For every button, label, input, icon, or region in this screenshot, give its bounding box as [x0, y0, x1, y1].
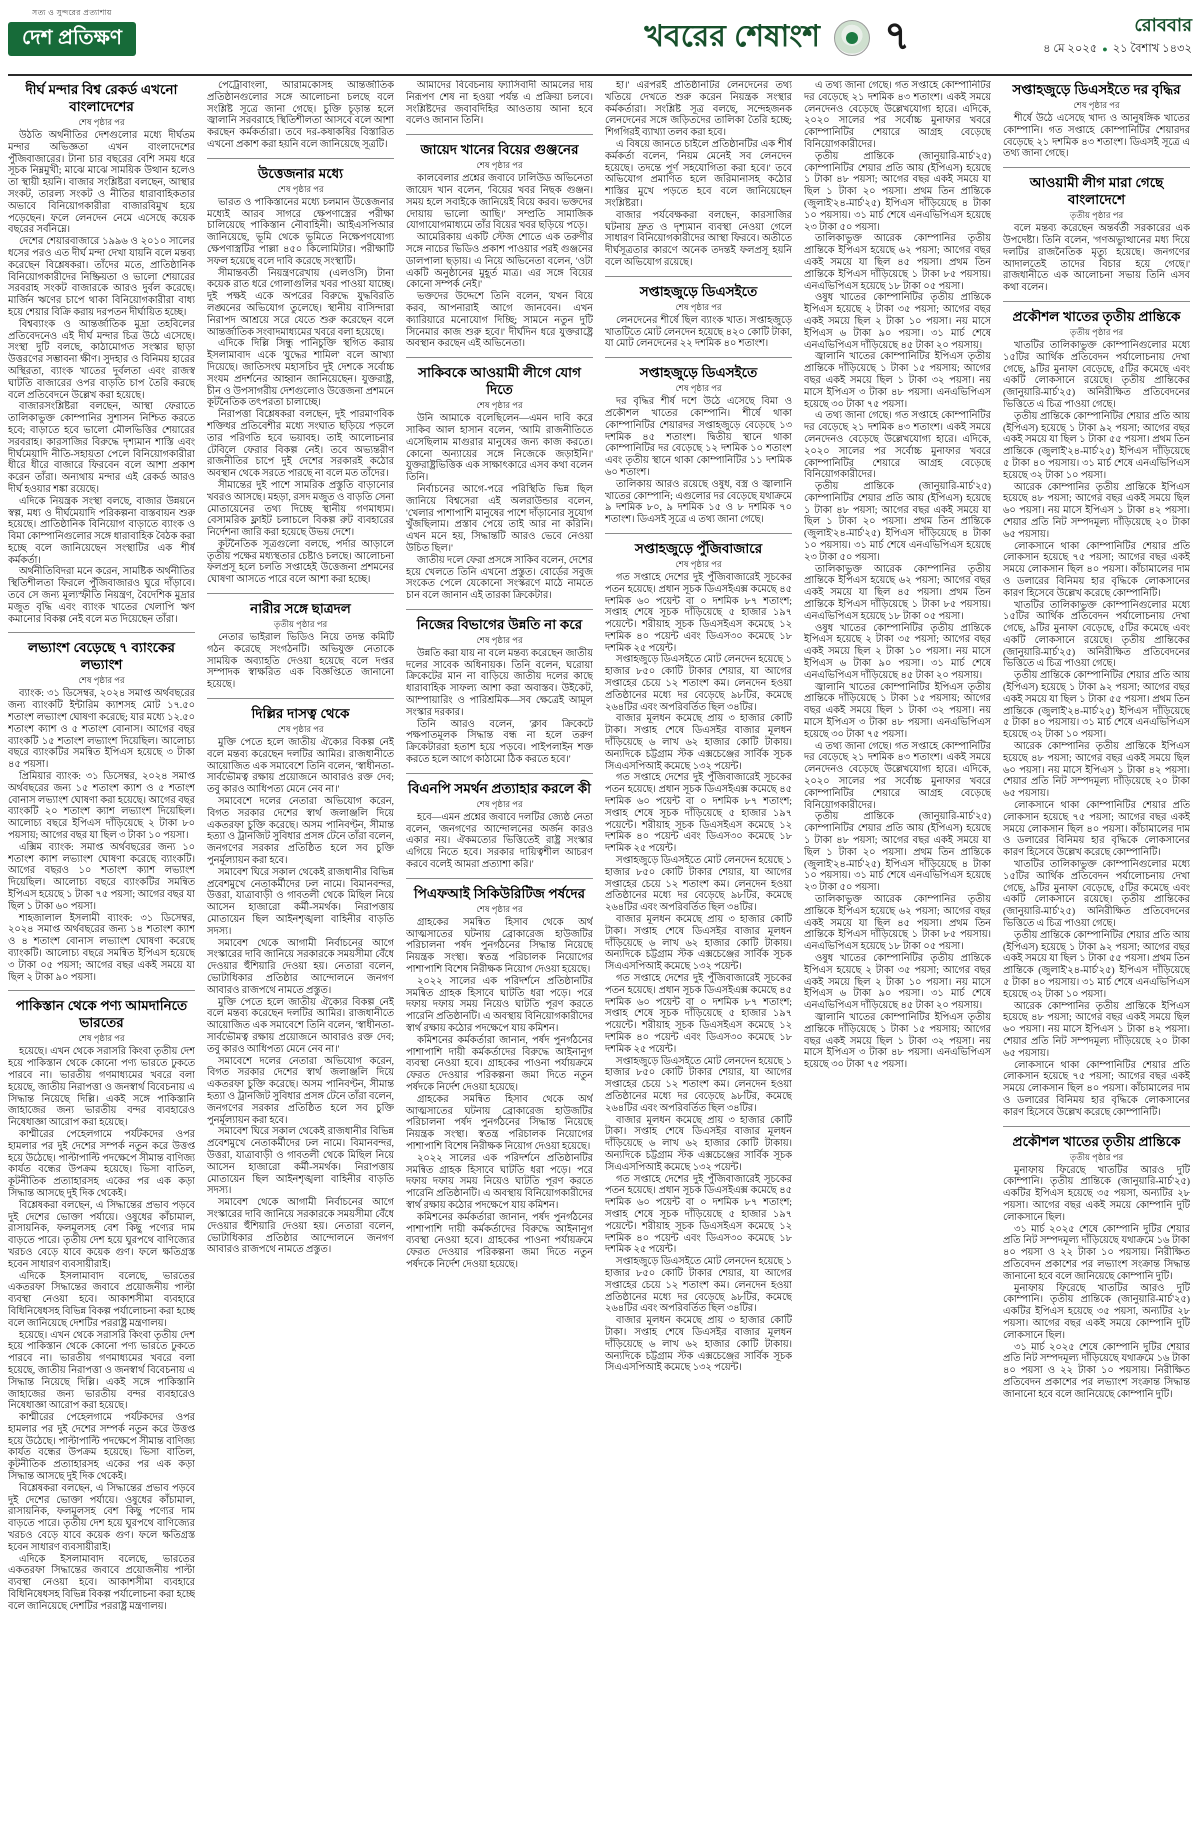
article-headline: সপ্তাহজুড়ে ডিএসইতে দর বৃদ্ধির: [1012, 82, 1181, 97]
article: [1003, 81, 1190, 160]
body-paragraph: আরেক কোম্পানির তৃতীয় প্রান্তিকে ইপিএস হয়েছে ৪৮ পয়সা; আগের বছর একই সময়ে ছিল ৬০ পয়সা। নয় মাসে ইপিএস ১ টাকা ৪২ পয়সা। শেয়ার প্রতি নিট সম্পদমূল্য দাঁড়িয়েছে ২০ টাকা ৬৫ পয়সায়।: [1003, 1000, 1190, 1059]
body-paragraph: হা।' এরপরই প্রতিষ্ঠানটির লেনদেনের তথ্য খতিয়ে দেখতে শুরু করেন নিয়ন্ত্রক সংস্থার কর্মকর্তারা। সংশ্লিষ্ট সূত্র বলছে, সন্দেহজনক লেনদেনের সঙ্গে জড়িতদের তালিকা তৈরি হচ্ছে; শিগগিরই ব্যাখ্যা তলব করা হবে।: [605, 80, 792, 139]
article-body: [406, 812, 593, 871]
body-paragraph: আমেরিকায় একটি স্টেজ শোতে এক তরুণীর সঙ্গে নাচের ভিডিও প্রকাশ পাওয়ার পরই গুঞ্জনের ডালপালা ছড়ায়। এ নিয়ে অভিনেতা বলেন, 'ওটা একটি অনুষ্ঠানের মুহূর্ত মাত্র। এর সঙ্গে বিয়ের কোনো সম্পর্ক নেই।': [406, 232, 593, 291]
body-paragraph: কমিশনের কর্মকর্তারা জানান, পর্ষদ পুনর্গঠনের পাশাপাশি দায়ী কর্মকর্তাদের বিরুদ্ধে আইনানুগ ব্যবস্থা নেওয়া হবে। গ্রাহকের পাওনা পর্যায়ক্রমে ফেরত দেওয়ার পরিকল্পনা জমা দিতে নতুন পর্ষদকে নির্দেশ দেওয়া হয়েছে।: [406, 1211, 593, 1270]
body-paragraph: নেতার ভাইরাল ভিডিও নিয়ে তদন্ত কমিটি গঠন করেছে সংগঠনটি। অভিযুক্ত নেতাকে সাময়িক অব্যাহতি দেওয়া হয়েছে বলে দপ্তর সম্পাদক স্বাক্ষরিত এক বিজ্ঞপ্তিতে জানানো হয়েছে।: [207, 632, 394, 691]
body-paragraph: বাজার মূলধন কমেছে প্রায় ৩ হাজার কোটি টাকা। সপ্তাহ শেষে ডিএসইর বাজার মূলধন দাঁড়িয়েছে ৬ লাখ ৬২ হাজার কোটি টাকায়। অন্যদিকে চট্টগ্রাম স্টক এক্সচেঞ্জের সার্বিক সূচক সিএএসপিআই কমেছে ১৩২ পয়েন্ট।: [605, 713, 792, 772]
body-paragraph: ওষুধ খাতের কোম্পানিটির তৃতীয় প্রান্তিকে ইপিএস হয়েছে ২ টাকা ৩৫ পয়সা; আগের বছর একই সময়ে ছিল ২ টাকা ১০ পয়সা। নয় মাসে ইপিএস ৬ টাকা ৯০ পয়সা। ৩১ মার্চ শেষে এনএভিপিএস দাঁড়িয়েছে ৪৫ টাকা ২০ পয়সায়।: [804, 622, 991, 681]
body-paragraph: দর বৃদ্ধির শীর্ষ দশে উঠে এসেছে বিমা ও প্রকৌশল খাতের কোম্পানি। শীর্ষে থাকা কোম্পানিটির শেয়ারদর সপ্তাহজুড়ে বেড়েছে ১৩ দশমিক ৪৫ শতাংশ। দ্বিতীয় স্থানে থাকা কোম্পানিটির দর বেড়েছে ১২ দশমিক ১০ শতাংশ এবং তৃতীয় স্থানে থাকা কোম্পানিটির ১১ দশমিক ৬০ শতাংশ।: [605, 396, 792, 478]
article-body: [406, 917, 593, 1271]
article-body: [804, 80, 991, 1071]
article: [1003, 167, 1190, 294]
article: [605, 533, 792, 1374]
article-headline: পিএফআই সিকিউরিটিজ পর্ষদের: [413, 885, 586, 901]
body-paragraph: এক্সিম ব্যাংক: সমাপ্ত অর্থবছরের জন্য ১০ শতাংশ ক্যাশ লভ্যাংশ ঘোষণা করেছে ব্যাংকটি। আগের বছরও ১০ শতাংশ ক্যাশ লভ্যাংশ দিয়েছিল। আলোচ্য বছরে ব্যাংকটির সমন্বিত ইপিএস হয়েছে ১ টাকা ৭৫ পয়সা; আগের বছর যা ছিল ১ টাকা ৬০ পয়সা।: [8, 841, 195, 912]
article: [207, 698, 394, 1256]
body-paragraph: কালবেলার প্রশ্নের জবাবে ঢালিউড অভিনেতা জায়েদ খান বলেন, 'বিয়ের খবর নিছক গুঞ্জন। সময় হলে সবাইকে জানিয়েই বিয়ে করব। ভক্তদের দোয়ায় ভালো আছি।' সম্প্রতি সামাজিক যোগাযোগমাধ্যমে তাঁর বিয়ের খবর ছড়িয়ে পড়ে।: [406, 173, 593, 232]
article-headline: দীর্ঘ মন্দার বিশ্ব রেকর্ড এখনো বাংলাদেশের: [25, 82, 178, 114]
article-headline: সপ্তাহজুড়ে ডিএসইতে: [639, 365, 758, 381]
article-body: [1003, 223, 1190, 294]
body-paragraph: ভক্তদের উদ্দেশে তিনি বলেন, 'যখন বিয়ে করব, আপনারাই আগে জানবেন। এখন ক্যারিয়ারে মনোযোগ দিচ্ছি; সামনে নতুন দুটি সিনেমার কাজ শুরু হবে।' দীর্ঘদিন ধরে যুক্তরাষ্ট্রে অবস্থান করছেন এই অভিনেতা।: [406, 291, 593, 350]
continued-from-label: তৃতীয় পৃষ্ঠার পর: [1069, 1151, 1124, 1162]
body-paragraph: সপ্তাহজুড়ে ডিএসইতে মোট লেনদেন হয়েছে ১ হাজার ৮৫০ কোটি টাকার শেয়ার, যা আগের সপ্তাহের চেয়ে ১২ শতাংশ কম। লেনদেন হওয়া প্রতিষ্ঠানের মধ্যে দর বেড়েছে ৯৮টির, কমেছে ২৬৪টির এবং অপরিবর্তিত ছিল ৩৪টির।: [605, 1256, 792, 1315]
body-paragraph: তৃতীয় প্রান্তিকে (জানুয়ারি-মার্চ'২৫) কোম্পানিটির শেয়ার প্রতি আয় (ইপিএস) হয়েছে ১ টাকা ৪৮ পয়সা; আগের বছর একই সময়ে যা ছিল ১ টাকা ২০ পয়সা। প্রথম তিন প্রান্তিকে (জুলাই'২৪-মার্চ'২৫) ইপিএস দাঁড়িয়েছে ৪ টাকা ১০ পয়সায়। ৩১ মার্চ শেষে এনএভিপিএস হয়েছে ২৩ টাকা ৫০ পয়সা।: [804, 150, 991, 233]
article: [8, 990, 195, 1612]
article-headline: সপ্তাহজুড়ে ডিএসইতে: [639, 283, 758, 299]
page-number: ৭: [883, 14, 910, 58]
article: [605, 276, 792, 350]
continued-from-label: শেষ পৃষ্ঠার পর: [675, 383, 722, 394]
body-paragraph: এ তথ্য জানা গেছে। গত সপ্তাহে কোম্পানিটির দর বেড়েছে ২১ দশমিক ৪৩ শতাংশ। একই সময়ে লেনদেনও বেড়েছে উল্লেখযোগ্য হারে। এদিকে, ২০২০ সালের পর সর্বোচ্চ মুনাফার খবরে কোম্পানিটির শেয়ারে আগ্রহ বেড়েছে বিনিয়োগকারীদের।: [804, 740, 991, 811]
article-body: [605, 572, 792, 1374]
article-body: [406, 80, 593, 127]
date-gregorian: ৪ মে ২০২৫: [1043, 43, 1098, 55]
body-paragraph: দেশের শেয়ারবাজারে ১৯৯৬ ও ২০১০ সালের ধসের পরও এত দীর্ঘ মন্দা দেখা যায়নি বলে মন্তব্য করেছেন বিশ্লেষকরা। তাঁদের মতে, প্রাতিষ্ঠানিক বিনিয়োগকারীদের নিষ্ক্রিয়তা ও ভালো শেয়ারের সরবরাহ সংকট বাজারকে আরও দুর্বল করেছে। মার্জিন ঋণের চাপে থাকা বিনিয়োগকারীরা বাধ্য হয়ে শেয়ার বিক্রি করায় দরপতন দীর্ঘায়িত হচ্ছে।: [8, 236, 195, 318]
article-continuation: [804, 80, 991, 1071]
article-body: [605, 315, 792, 350]
page-header: [8, 6, 1192, 76]
continued-from-label: শেষ পৃষ্ঠার পর: [675, 558, 722, 569]
body-paragraph: লোকসানে থাকা কোম্পানিটির শেয়ার প্রতি লোকসান হয়েছে ৭৫ পয়সা; আগের বছর একই সময়ে লোকসান ছিল ৪০ পয়সা। কাঁচামালের দাম ও ডলারের বিনিময় হার বৃদ্ধিকে লোকসানের কারণ হিসেবে উল্লেখ করেছে কোম্পানিটি।: [1003, 1059, 1190, 1118]
body-paragraph: নিরাপত্তা বিশ্লেষকরা বলছেন, দুই পারমাণবিক শক্তিধর প্রতিবেশীর মধ্যে সংঘাত ছড়িয়ে পড়লে তার পরিণতি হবে ভয়াবহ। তাই আলোচনার টেবিলে ফেরার বিকল্প নেই। তবে অভ্যন্তরীণ রাজনীতির চাপে দুই দেশের সরকারই কঠোর অবস্থান থেকে সরতে পারছে না বলে মত তাঁদের।: [207, 409, 394, 480]
body-paragraph: বিশ্লেষকরা বলছেন, এ সিদ্ধান্তের প্রভাব পড়বে দুই দেশের ভোক্তা পর্যায়ে। ওষুধের কাঁচামাল, রাসায়নিক, ফলমূলসহ বেশ কিছু পণ্যের দাম বাড়তে পারে। তৃতীয় দেশ হয়ে ঘুরপথে বাণিজ্যের খরচও বেড়ে যাবে কয়েক গুণ। ফলে ক্ষতিগ্রস্ত হবেন সাধারণ ব্যবসায়ীরাই।: [8, 1482, 195, 1553]
article-continuation: [207, 80, 394, 151]
body-paragraph: ওষুধ খাতের কোম্পানিটির তৃতীয় প্রান্তিকে ইপিএস হয়েছে ২ টাকা ৩৫ পয়সা; আগের বছর একই সময়ে ছিল ২ টাকা ১০ পয়সা। নয় মাসে ইপিএস ৬ টাকা ৯০ পয়সা। ৩১ মার্চ শেষে এনএভিপিএস দাঁড়িয়েছে ৪৫ টাকা ২০ পয়সায়।: [804, 292, 991, 351]
article: [1003, 1126, 1190, 1401]
body-paragraph: তিনি আরও বলেন, 'ক্লাব ক্রিকেটে পক্ষপাতমূলক সিদ্ধান্ত বন্ধ না হলে তরুণ ক্রিকেটাররা হতাশ হয়ে পড়বে। পাইপলাইন শক্ত করতে হলে আগে কাঠামো ঠিক করতে হবে।': [406, 718, 593, 766]
body-paragraph: প্রিমিয়ার ব্যাংক: ৩১ ডিসেম্বর, ২০২৪ সমাপ্ত অর্থবছরের জন্য ১৫ শতাংশ ক্যাশ ও ৫ শতাংশ বোনাস লভ্যাংশ ঘোষণা করা হয়েছে। আগের বছর ব্যাংকটি ২০ শতাংশ ক্যাশ লভ্যাংশ দিয়েছিল। আলোচ্য বছরে ইপিএস দাঁড়িয়েছে ২ টাকা ৮০ পয়সায়; আগের বছর যা ছিল ৩ টাকা ১০ পয়সা।: [8, 771, 195, 842]
body-paragraph: শীর্ষে উঠে এসেছে খাদ্য ও আনুষঙ্গিক খাতের কোম্পানি। গত সপ্তাহে কোম্পানিটির শেয়ারদর বেড়েছে ২১ দশমিক ৪৩ শতাংশ। ডিএসই সূত্রে এ তথ্য জানা গেছে।: [1003, 113, 1190, 160]
body-paragraph: বাজার পর্যবেক্ষকরা বলছেন, কারসাজির ঘটনায় দ্রুত ও দৃশ্যমান ব্যবস্থা নেওয়া গেলে সাধারণ বিনিয়োগকারীদের আস্থা ফিরবে। অতীতে দীর্ঘসূত্রতার কারণে অনেক তদন্তই ফলপ্রসূ হয়নি বলে অভিযোগ রয়েছে।: [605, 209, 792, 268]
column-3: [406, 80, 593, 1833]
body-paragraph: সমাবেশ থেকে আগামী নির্বাচনের আগে সংস্কারের দাবি জানিয়ে সরকারকে সময়সীমা বেঁধে দেওয়ার হুঁশিয়ারি দেওয়া হয়। নেতারা বলেন, ভোটাধিকার প্রতিষ্ঠার আন্দোলনে জনগণ আবারও রাজপথে নামতে প্রস্তুত।: [207, 1197, 394, 1256]
body-paragraph: শাহজালাল ইসলামী ব্যাংক: ৩১ ডিসেম্বর, ২০২৪ সমাপ্ত অর্থবছরের জন্য ১৪ শতাংশ ক্যাশ ও ৪ শতাংশ বোনাস লভ্যাংশ ঘোষণা করেছে ব্যাংকটি। আলোচ্য বছরে সমন্বিত ইপিএস হয়েছে ৩ টাকা ০৫ পয়সা; আগের বছর একই সময়ে যা ছিল ২ টাকা ৯০ পয়সা।: [8, 912, 195, 983]
body-paragraph: বিশ্বব্যাংক ও আন্তর্জাতিক মুদ্রা তহবিলের প্রতিবেদনেও এই দীর্ঘ মন্দার চিত্র উঠে এসেছে। সংস্থা দুটি বলছে, কাঠামোগত সংস্কার ছাড়া উত্তরণের সম্ভাবনা ক্ষীণ। সুদহার ও বিনিময় হারের অস্থিরতা, ব্যাংক খাতের দুর্বলতা এবং রাজস্ব ঘাটতি বাজারের ওপর বাড়তি চাপ তৈরি করছে বলে প্রতিবেদনে উল্লেখ করা হয়েছে।: [8, 318, 195, 401]
body-paragraph: হবে—এমন প্রশ্নের জবাবে দলটির জ্যেষ্ঠ নেতা বলেন, 'জনগণের আন্দোলনের অর্জন কারও একার নয়। ঐকমত্যের ভিত্তিতেই রাষ্ট্র সংস্কার এগিয়ে নিতে হবে। সরকার দায়িত্বশীল আচরণ করবে বলেই আমরা প্রত্যাশা করি।': [406, 811, 593, 871]
body-paragraph: সমাবেশ ঘিরে সকাল থেকেই রাজধানীর বিভিন্ন প্রবেশমুখে নেতাকর্মীদের ঢল নামে। বিমানবন্দর, উত্তরা, যাত্রাবাড়ী ও গাবতলী থেকে মিছিল নিয়ে আসেন হাজারো কর্মী-সমর্থক। নিরাপত্তায় মোতায়েন ছিল আইনশৃঙ্খলা বাহিনীর বাড়তি সদস্য।: [207, 1126, 394, 1197]
body-paragraph: হয়েছে। এখন থেকে সরাসরি কিংবা তৃতীয় দেশ হয়ে পাকিস্তান থেকে কোনো পণ্য ভারতে ঢুকতে পারবে না। ভারতীয় গণমাধ্যমের খবরে বলা হয়েছে, জাতীয় নিরাপত্তা ও জনস্বার্থ বিবেচনায় এ সিদ্ধান্ত নিয়েছে দিল্লি। একই সঙ্গে পাকিস্তানি জাহাজের জন্য ভারতীয় বন্দর ব্যবহারেও নিষেধাজ্ঞা আরোপ করা হয়েছে।: [8, 1046, 195, 1129]
article: [8, 632, 195, 983]
article-body: [1003, 1165, 1190, 1401]
body-paragraph: কমিশনের কর্মকর্তারা জানান, পর্ষদ পুনর্গঠনের পাশাপাশি দায়ী কর্মকর্তাদের বিরুদ্ধে আইনানুগ ব্যবস্থা নেওয়া হবে। গ্রাহকের পাওনা পর্যায়ক্রমে ফেরত দেওয়ার পরিকল্পনা জমা দিতে নতুন পর্ষদকে নির্দেশ দেওয়া হয়েছে।: [406, 1034, 593, 1093]
article-body: [605, 396, 792, 526]
column-6: [1003, 80, 1190, 1833]
continued-from-label: শেষ পৃষ্ঠার পর: [476, 160, 523, 171]
body-paragraph: তৃতীয় প্রান্তিকে (জানুয়ারি-মার্চ'২৫) কোম্পানিটির শেয়ার প্রতি আয় (ইপিএস) হয়েছে ১ টাকা ৪৮ পয়সা; আগের বছর একই সময়ে যা ছিল ১ টাকা ২০ পয়সা। প্রথম তিন প্রান্তিকে (জুলাই'২৪-মার্চ'২৫) ইপিএস দাঁড়িয়েছে ৪ টাকা ১০ পয়সায়। ৩১ মার্চ শেষে এনএভিপিএস হয়েছে ২৩ টাকা ৫০ পয়সা।: [804, 811, 991, 894]
columns: [8, 80, 1192, 1833]
continued-from-label: শেষ পৃষ্ঠার পর: [476, 634, 523, 645]
body-paragraph: খাতটির তালিকাভুক্ত কোম্পানিগুলোর মধ্যে ১৫টির আর্থিক প্রতিবেদন পর্যালোচনায় দেখা গেছে, ৯টির মুনাফা বেড়েছে, ৫টির কমেছে এবং একটি লোকসানে রয়েছে। তৃতীয় প্রান্তিকের (জানুয়ারি-মার্চ'২৫) অনিরীক্ষিত প্রতিবেদনের ভিত্তিতে এ চিত্র পাওয়া গেছে।: [1003, 339, 1190, 410]
body-paragraph: সমাবেশে দলের নেতারা অভিযোগ করেন, বিগত সরকার দেশের স্বার্থ জলাঞ্জলি দিয়ে একতরফা চুক্তি করেছে। অসম পানিবণ্টন, সীমান্ত হত্যা ও ট্রানজিট সুবিধার প্রসঙ্গ টেনে তাঁরা বলেন, জনগণের সরকার প্রতিষ্ঠিত হলে সব চুক্তি পুনর্মূল্যায়ন করা হবে।: [207, 1055, 394, 1126]
body-paragraph: সমাবেশ থেকে আগামী নির্বাচনের আগে সংস্কারের দাবি জানিয়ে সরকারকে সময়সীমা বেঁধে দেওয়ার হুঁশিয়ারি দেওয়া হয়। নেতারা বলেন, ভোটাধিকার প্রতিষ্ঠার আন্দোলনে জনগণ আবারও রাজপথে নামতে প্রস্তুত।: [207, 937, 394, 996]
article: [406, 357, 593, 602]
body-paragraph: পেট্রোবাংলা, আরামকোসহ আন্তর্জাতিক প্রতিষ্ঠানগুলোর সঙ্গে আলোচনা চলছে বলে সংশ্লিষ্ট সূত্রে জানা গেছে। চুক্তি চূড়ান্ত হলে জ্বালানি সরবরাহে স্থিতিশীলতা আসবে বলে আশা করছেন কর্মকর্তারা। তবে দর-কষাকষির বিস্তারিত এখনো প্রকাশ করা হয়নি বলে জানিয়েছে সূত্রটি।: [207, 80, 394, 150]
article-headline: জায়েদ খানের বিয়ের গুঞ্জনের: [420, 142, 579, 158]
article-body: [207, 632, 394, 691]
column-4: [605, 80, 792, 1833]
body-paragraph: গত সপ্তাহে দেশের দুই পুঁজিবাজারেই সূচকের পতন হয়েছে। প্রধান সূচক ডিএসইএক্স কমেছে ৪৫ দশমিক ৬০ পয়েন্ট বা ০ দশমিক ৮৭ শতাংশ; সপ্তাহ শেষে সূচক দাঁড়িয়েছে ৫ হাজার ১৯৭ পয়েন্টে। শরীয়াহ সূচক ডিএসইএস কমেছে ১২ দশমিক ৪০ পয়েন্ট এবং ডিএস৩০ কমেছে ১৮ দশমিক ২৫ পয়েন্ট।: [605, 1173, 792, 1256]
article-continuation: [605, 80, 792, 269]
article-headline: বিএনপি সমর্থন প্রত্যাহার করলে কী: [407, 780, 592, 796]
body-paragraph: তৃতীয় প্রান্তিকে কোম্পানিটির শেয়ার প্রতি আয় (ইপিএস) হয়েছে ১ টাকা ৯২ পয়সা; আগের বছর একই সময়ে যা ছিল ১ টাকা ৫৫ পয়সা। প্রথম তিন প্রান্তিকে (জুলাই'২৪-মার্চ'২৫) ইপিএস দাঁড়িয়েছে ৫ টাকা ৪০ পয়সায়। ৩১ মার্চ শেষে এনএভিপিএস হয়েছে ৩২ টাকা ১০ পয়সা।: [1003, 410, 1190, 481]
body-paragraph: ভারত ও পাকিস্তানের মধ্যে চলমান উত্তেজনার মধ্যেই আরব সাগরে ক্ষেপণাস্ত্রের পরীক্ষা চালিয়েছে পাকিস্তান নৌবাহিনী। আইএসপিআর জানিয়েছে, ভূমি থেকে ভূমিতে নিক্ষেপণযোগ্য ক্ষেপণাস্ত্রটির পাল্লা ৪৫০ কিলোমিটার। পরীক্ষাটি সফল হয়েছে বলে দাবি করেছে সংস্থাটি।: [207, 196, 394, 267]
body-paragraph: আমাদের বিবেচনায় ফ্যাসিবাদী আমলের দায় নিরূপণ শেষ না হওয়া পর্যন্ত এ প্রক্রিয়া চলবে। সংশ্লিষ্টদের জবাবদিহির আওতায় আনা হবে বলেও জানান তিনি।: [406, 80, 593, 127]
article: [1003, 301, 1190, 1119]
body-paragraph: সপ্তাহজুড়ে ডিএসইতে মোট লেনদেন হয়েছে ১ হাজার ৮৫০ কোটি টাকার শেয়ার, যা আগের সপ্তাহের চেয়ে ১২ শতাংশ কম। লেনদেন হওয়া প্রতিষ্ঠানের মধ্যে দর বেড়েছে ৯৮টির, কমেছে ২৬৪টির এবং অপরিবর্তিত ছিল ৩৪টির।: [605, 855, 792, 914]
newspaper-emblem-icon: [834, 20, 870, 56]
body-paragraph: এদিকে ইসলামাবাদ বলেছে, ভারতের একতরফা সিদ্ধান্তের জবাবে প্রয়োজনীয় পাল্টা ব্যবস্থা নেওয়া হবে। আকাশসীমা ব্যবহারে বিধিনিষেধসহ বিভিন্ন বিকল্প পর্যালোচনা করা হচ্ছে বলে জানিয়েছে দেশটির পররাষ্ট্র মন্ত্রণালয়।: [8, 1270, 195, 1329]
body-paragraph: এ তথ্য জানা গেছে। গত সপ্তাহে কোম্পানিটির দর বেড়েছে ২১ দশমিক ৪৩ শতাংশ। একই সময়ে লেনদেনও বেড়েছে উল্লেখযোগ্য হারে। এদিকে, ২০২০ সালের পর সর্বোচ্চ মুনাফার খবরে কোম্পানিটির শেয়ারে আগ্রহ বেড়েছে বিনিয়োগকারীদের।: [804, 410, 991, 481]
article: [406, 609, 593, 766]
article-headline: আওয়ামী লীগ মারা গেছে বাংলাদেশে: [1029, 175, 1164, 208]
body-paragraph: লোকসানে থাকা কোম্পানিটির শেয়ার প্রতি লোকসান হয়েছে ৭৫ পয়সা; আগের বছর একই সময়ে লোকসান ছিল ৪০ পয়সা। কাঁচামালের দাম ও ডলারের বিনিময় হার বৃদ্ধিকে লোকসানের কারণ হিসেবে উল্লেখ করেছে কোম্পানিটি।: [1003, 540, 1190, 599]
body-paragraph: লোকসানে থাকা কোম্পানিটির শেয়ার প্রতি লোকসান হয়েছে ৭৫ পয়সা; আগের বছর একই সময়ে লোকসান ছিল ৪০ পয়সা। কাঁচামালের দাম ও ডলারের বিনিময় হার বৃদ্ধিকে লোকসানের কারণ হিসেবে উল্লেখ করেছে কোম্পানিটি।: [1003, 800, 1190, 859]
continued-from-label: শেষ পৃষ্ঠার পর: [78, 675, 125, 686]
body-paragraph: গ্রাহকের সমন্বিত হিসাব থেকে অর্থ আত্মসাতের ঘটনায় ব্রোকারেজ হাউজটির পরিচালনা পর্ষদ পুনর্গঠনের সিদ্ধান্ত নিয়েছে নিয়ন্ত্রক সংস্থা। স্বতন্ত্র পরিচালক নিয়োগের পাশাপাশি বিশেষ নিরীক্ষক নিয়োগ দেওয়া হয়েছে।: [406, 1093, 593, 1152]
section-title: খবরের শেষাংশ: [644, 20, 820, 53]
body-paragraph: ২০২২ সালের এক পরিদর্শনে প্রতিষ্ঠানটির সমন্বিত গ্রাহক হিসাবে ঘাটতি ধরা পড়ে। পরে দফায় দফায় সময় নিয়েও ঘাটতি পূরণ করতে পারেনি প্রতিষ্ঠানটি। এ অবস্থায় বিনিয়োগকারীদের স্বার্থ রক্ষায় কঠোর পদক্ষেপে যায় কমিশন।: [406, 1152, 593, 1211]
article-body: [8, 1046, 195, 1612]
body-paragraph: জাতীয় দলে ফেরা প্রসঙ্গে সাকিব বলেন, দেশের হয়ে খেলতে তিনি এখনো প্রস্তুত। বোর্ডের সবুজ সংকেত পেলে যেকোনো সংস্করণে মাঠে নামতে চান বলে জানান এই তারকা ক্রিকেটার।: [406, 554, 593, 602]
continued-from-label: তৃতীয় পৃষ্ঠার পর: [273, 619, 328, 630]
body-paragraph: কাশ্মীরের পেহেলগামে পর্যটকদের ওপর হামলার পর দুই দেশের সম্পর্ক নতুন করে উত্তপ্ত হয়ে উঠেছে। পাল্টাপাল্টি পদক্ষেপে সীমান্ত বাণিজ্য কার্যত বন্ধের উপক্রম হয়েছে। ভিসা বাতিল, কূটনীতিক প্রত্যাহারসহ একের পর এক কড়া সিদ্ধান্ত আসছে দুই দিক থেকেই।: [8, 1412, 195, 1483]
article-headline: পাকিস্তান থেকে পণ্য আমদানিতে ভারতের: [15, 998, 188, 1031]
article-headline: দিল্লির দাসত্ব থেকে: [251, 706, 350, 722]
body-paragraph: তৃতীয় প্রান্তিকে কোম্পানিটির শেয়ার প্রতি আয় (ইপিএস) হয়েছে ১ টাকা ৯২ পয়সা; আগের বছর একই সময়ে যা ছিল ১ টাকা ৫৫ পয়সা। প্রথম তিন প্রান্তিকে (জুলাই'২৪-মার্চ'২৫) ইপিএস দাঁড়িয়েছে ৫ টাকা ৪০ পয়সায়। ৩১ মার্চ শেষে এনএভিপিএস হয়েছে ৩২ টাকা ১০ পয়সা।: [1003, 670, 1190, 741]
article-body: [207, 197, 394, 586]
masthead: [8, 8, 136, 56]
body-paragraph: জ্বালানি খাতের কোম্পানিটির ইপিএস তৃতীয় প্রান্তিকে দাঁড়িয়েছে ১ টাকা ১৫ পয়সায়; আগের বছর একই সময়ে ছিল ১ টাকা ৩২ পয়সা। নয় মাসে ইপিএস ৩ টাকা ৪৮ পয়সা। এনএভিপিএস হয়েছে ৩০ টাকা ৭৫ পয়সা।: [804, 351, 991, 410]
body-paragraph: বাজারসংশ্লিষ্টরা বলছেন, আস্থা ফেরাতে তালিকাভুক্ত কোম্পানির সুশাসন নিশ্চিত করতে হবে; বাড়াতে হবে ভালো মৌলভিত্তির শেয়ারের সরবরাহ। কারসাজির বিরুদ্ধে দৃশ্যমান শাস্তি এবং দীর্ঘমেয়াদি নীতি-সহায়তা পেলে বিনিয়োগকারীরা ধীরে ধীরে বাজারে ফিরবেন বলে আশা প্রকাশ করেন তাঁরা। অন্যথায় মন্দার এই রেকর্ড আরও দীর্ঘ হওয়ার শঙ্কা রয়েছে।: [8, 401, 195, 495]
article: [207, 158, 394, 586]
body-paragraph: তালিকায় আরও রয়েছে ওষুধ, বস্ত্র ও জ্বালানি খাতের কোম্পানি; এগুলোর দর বেড়েছে যথাক্রমে ৯ দশমিক ৮০, ৯ দশমিক ১৫ ও ৮ দশমিক ৭০ শতাংশ। ডিএসই সূত্রে এ তথ্য জানা গেছে।: [605, 478, 792, 526]
continued-from-label: শেষ পৃষ্ঠার পর: [78, 1033, 125, 1044]
body-paragraph: ব্যাংক: ৩১ ডিসেম্বর, ২০২৪ সমাপ্ত অর্থবছরের জন্য ব্যাংকটি ইন্টারিম ক্যাশসহ মোট ১৭.৫০ শতাংশ লভ্যাংশ ঘোষণা করেছে; যার মধ্যে ১২.৫০ শতাংশ ক্যাশ ও ৫ শতাংশ বোনাস। আগের বছর ব্যাংকটি ১৫ শতাংশ লভ্যাংশ দিয়েছিল। আলোচ্য বছরে ব্যাংকটির সমন্বিত ইপিএস হয়েছে ৩ টাকা ৪৫ পয়সা।: [8, 688, 195, 771]
body-paragraph: এ তথ্য জানা গেছে। গত সপ্তাহে কোম্পানিটির দর বেড়েছে ২১ দশমিক ৪৩ শতাংশ। একই সময়ে লেনদেনও বেড়েছে উল্লেখযোগ্য হারে। এদিকে, ২০২০ সালের পর সর্বোচ্চ মুনাফার খবরে কোম্পানিটির শেয়ারে আগ্রহ বেড়েছে বিনিয়োগকারীদের।: [804, 80, 991, 150]
continued-from-label: শেষ পৃষ্ঠার পর: [277, 183, 324, 194]
body-paragraph: বিশ্লেষকরা বলছেন, এ সিদ্ধান্তের প্রভাব পড়বে দুই দেশের ভোক্তা পর্যায়ে। ওষুধের কাঁচামাল, রাসায়নিক, ফলমূলসহ বেশ কিছু পণ্যের দাম বাড়তে পারে। তৃতীয় দেশ হয়ে ঘুরপথে বাণিজ্যের খরচও বেড়ে যাবে কয়েক গুণ। ফলে ক্ষতিগ্রস্ত হবেন সাধারণ ব্যবসায়ীরাই।: [8, 1199, 195, 1270]
body-paragraph: গত সপ্তাহে দেশের দুই পুঁজিবাজারেই সূচকের পতন হয়েছে। প্রধান সূচক ডিএসইএক্স কমেছে ৪৫ দশমিক ৬০ পয়েন্ট বা ০ দশমিক ৮৭ শতাংশ; সপ্তাহ শেষে সূচক দাঁড়িয়েছে ৫ হাজার ১৯৭ পয়েন্টে। শরীয়াহ সূচক ডিএসইএস কমেছে ১২ দশমিক ৪০ পয়েন্ট এবং ডিএস৩০ কমেছে ১৮ দশমিক ২৫ পয়েন্ট।: [605, 571, 792, 654]
article-headline: প্রকৌশল খাতের তৃতীয় প্রান্তিকে: [1012, 308, 1181, 324]
body-paragraph: তৃতীয় প্রান্তিকে (জানুয়ারি-মার্চ'২৫) কোম্পানিটির শেয়ার প্রতি আয় (ইপিএস) হয়েছে ১ টাকা ৪৮ পয়সা; আগের বছর একই সময়ে যা ছিল ১ টাকা ২০ পয়সা। প্রথম তিন প্রান্তিকে (জুলাই'২৪-মার্চ'২৫) ইপিএস দাঁড়িয়েছে ৪ টাকা ১০ পয়সায়। ৩১ মার্চ শেষে এনএভিপিএস হয়েছে ২৩ টাকা ৫০ পয়সা।: [804, 481, 991, 563]
article-body: [207, 737, 394, 1256]
article-body: [1003, 340, 1190, 1119]
body-paragraph: বলে মন্তব্য করেছেন অন্তর্বর্তী সরকারের এক উপদেষ্টা। তিনি বলেন, 'গণঅভ্যুত্থানের মধ্য দিয়ে দলটির রাজনৈতিক মৃত্যু হয়েছে। জনগণের আদালতেই তাদের বিচার হয়ে গেছে।' রাজধানীতে এক আলোচনা সভায় তিনি এসব কথা বলেন।: [1003, 223, 1190, 294]
continued-from-label: শেষ পৃষ্ঠার পর: [1073, 100, 1120, 110]
body-paragraph: সমাবেশে দলের নেতারা অভিযোগ করেন, বিগত সরকার দেশের স্বার্থ জলাঞ্জলি দিয়ে একতরফা চুক্তি করেছে। অসম পানিবণ্টন, সীমান্ত হত্যা ও ট্রানজিট সুবিধার প্রসঙ্গ টেনে তাঁরা বলেন, জনগণের সরকার প্রতিষ্ঠিত হলে সব চুক্তি পুনর্মূল্যায়ন করা হবে।: [207, 796, 394, 867]
body-paragraph: সীমান্তবর্তী নিয়ন্ত্রণরেখায় (এলওসি) টানা কয়েক রাত ধরে গোলাগুলির খবর পাওয়া যাচ্ছে। দুই পক্ষই একে অপরের বিরুদ্ধে যুদ্ধবিরতি লঙ্ঘনের অভিযোগ তুলেছে। স্থানীয় বাসিন্দারা নিরাপদ আশ্রয়ে সরে যেতে শুরু করেছেন বলে আন্তর্জাতিক সংবাদমাধ্যমের খবরে বলা হয়েছে।: [207, 267, 394, 338]
body-paragraph: গত সপ্তাহে দেশের দুই পুঁজিবাজারেই সূচকের পতন হয়েছে। প্রধান সূচক ডিএসইএক্স কমেছে ৪৫ দশমিক ৬০ পয়েন্ট বা ০ দশমিক ৮৭ শতাংশ; সপ্তাহ শেষে সূচক দাঁড়িয়েছে ৫ হাজার ১৯৭ পয়েন্টে। শরীয়াহ সূচক ডিএসইএস কমেছে ১২ দশমিক ৪০ পয়েন্ট এবং ডিএস৩০ কমেছে ১৮ দশমিক ২৫ পয়েন্ট।: [605, 973, 792, 1055]
newspaper-title: দেশ প্রতিক্ষণ: [8, 22, 136, 56]
body-paragraph: অর্থনীতিবিদরা মনে করেন, সামষ্টিক অর্থনীতির স্থিতিশীলতা ফিরলে পুঁজিবাজারও ঘুরে দাঁড়াবে। তবে সে জন্য মূল্যস্ফীতি নিয়ন্ত্রণ, বৈদেশিক মুদ্রার মজুত বৃদ্ধি এবং ব্যাংক খাতের খেলাপি ঋণ কমানোর বিকল্প নেই বলে মত দিয়েছেন তাঁরা।: [8, 566, 195, 625]
article-continuation: [406, 80, 593, 127]
article-headline: প্রকৌশল খাতের তৃতীয় প্রান্তিকে: [1012, 1133, 1181, 1149]
body-paragraph: সপ্তাহজুড়ে ডিএসইতে মোট লেনদেন হয়েছে ১ হাজার ৮৫০ কোটি টাকার শেয়ার, যা আগের সপ্তাহের চেয়ে ১২ শতাংশ কম। লেনদেন হওয়া প্রতিষ্ঠানের মধ্যে দর বেড়েছে ৯৮টির, কমেছে ২৬৪টির এবং অপরিবর্তিত ছিল ৩৪টির।: [605, 1055, 792, 1114]
body-paragraph: উন্নতি করা যায় না বলে মন্তব্য করেছেন জাতীয় দলের সাবেক অধিনায়ক। তিনি বলেন, ঘরোয়া ক্রিকেটের মান না বাড়িয়ে জাতীয় দলের কাছে ধারাবাহিক সাফল্য আশা করা অবাস্তব। উইকেট, আম্পায়ারিং ও পারিশ্রমিক—সব ক্ষেত্রেই আমূল সংস্কার দরকার।: [406, 647, 593, 718]
body-paragraph: গ্রাহকের সমন্বিত হিসাব থেকে অর্থ আত্মসাতের ঘটনায় ব্রোকারেজ হাউজটির পরিচালনা পর্ষদ পুনর্গঠনের সিদ্ধান্ত নিয়েছে নিয়ন্ত্রক সংস্থা। স্বতন্ত্র পরিচালক নিয়োগের পাশাপাশি বিশেষ নিরীক্ষক নিয়োগ দেওয়া হয়েছে।: [406, 916, 593, 976]
body-paragraph: তালিকাভুক্ত আরেক কোম্পানির তৃতীয় প্রান্তিকে ইপিএস হয়েছে ৬২ পয়সা; আগের বছর একই সময়ে যা ছিল ৪৫ পয়সা। প্রথম তিন প্রান্তিকে ইপিএস দাঁড়িয়েছে ১ টাকা ৮৫ পয়সায়। এনএভিপিএস হয়েছে ১৮ টাকা ০৫ পয়সা।: [804, 563, 991, 622]
column-5: [804, 80, 991, 1833]
body-paragraph: ২০২২ সালের এক পরিদর্শনে প্রতিষ্ঠানটির সমন্বিত গ্রাহক হিসাবে ঘাটতি ধরা পড়ে। পরে দফায় দফায় সময় নিয়েও ঘাটতি পূরণ করতে পারেনি প্রতিষ্ঠানটি। এ অবস্থায় বিনিয়োগকারীদের স্বার্থ রক্ষায় কঠোর পদক্ষেপে যায় কমিশন।: [406, 975, 593, 1035]
body-paragraph: খাতটির তালিকাভুক্ত কোম্পানিগুলোর মধ্যে ১৫টির আর্থিক প্রতিবেদন পর্যালোচনায় দেখা গেছে, ৯টির মুনাফা বেড়েছে, ৫টির কমেছে এবং একটি লোকসানে রয়েছে। তৃতীয় প্রান্তিকের (জানুয়ারি-মার্চ'২৫) অনিরীক্ষিত প্রতিবেদনের ভিত্তিতে এ চিত্র পাওয়া গেছে।: [1003, 599, 1190, 670]
article-headline: সপ্তাহজুড়ে পুঁজিবাজারে: [634, 540, 763, 556]
article-headline: উত্তেজনার মধ্যে: [257, 165, 344, 181]
body-paragraph: এদিকে দিল্লি সিন্ধু পানিচুক্তি স্থগিত করায় ইসলামাবাদ একে 'যুদ্ধের শামিল' বলে আখ্যা দিয়েছে। জাতিসংঘ মহাসচিব দুই দেশকে সর্বোচ্চ সংযম প্রদর্শনের আহ্বান জানিয়েছেন। যুক্তরাষ্ট্র, চীন ও উপসাগরীয় দেশগুলোও উত্তেজনা প্রশমনে কূটনৈতিক তৎপরতা চালাচ্ছে।: [207, 338, 394, 409]
body-paragraph: ৩১ মার্চ ২০২৫ শেষে কোম্পানি দুটির শেয়ার প্রতি নিট সম্পদমূল্য দাঁড়িয়েছে যথাক্রমে ১৬ টাকা ৪০ পয়সা ও ২২ টাকা ১০ পয়সায়। নিরীক্ষিত প্রতিবেদন প্রকাশের পর লভ্যাংশ সংক্রান্ত সিদ্ধান্ত জানানো হবে বলে জানিয়েছে কোম্পানি দুটি।: [1003, 1223, 1190, 1282]
article: [406, 878, 593, 1271]
body-paragraph: মুক্তি পেতে হলে জাতীয় ঐক্যের বিকল্প নেই বলে মন্তব্য করেছেন দলটির আমির। রাজধানীতে আয়োজিত এক সমাবেশে তিনি বলেন, 'স্বাধীনতা-সার্বভৌমত্ব রক্ষায় প্রয়োজনে আবারও রক্ত দেব; তবু কারও আধিপত্য মেনে নেব না।': [207, 737, 394, 796]
body-paragraph: উনি আমাকে বলেছিলেন—এমন দাবি করে সাকিব আল হাসান বলেন, 'আমি রাজনীতিতে এসেছিলাম মাগুরার মানুষের জন্য কাজ করতে। কোনো অন্যায়ের সঙ্গে নিজেকে জড়াইনি।' যুক্তরাষ্ট্রভিত্তিক এক সাক্ষাৎকারে এসব কথা বলেন তিনি।: [406, 413, 593, 484]
continued-from-label: শেষ পৃষ্ঠার পর: [476, 798, 523, 809]
article: [406, 134, 593, 350]
body-paragraph: এ বিষয়ে জানতে চাইলে প্রতিষ্ঠানটির এক শীর্ষ কর্মকর্তা বলেন, 'নিয়ম মেনেই সব লেনদেন হয়েছে। তদন্তে পূর্ণ সহযোগিতা করা হবে।' তবে অভিযোগ প্রমাণিত হলে জরিমানাসহ কঠোর শাস্তির মুখে পড়তে হবে বলে জানিয়েছেন সংশ্লিষ্টরা।: [605, 138, 792, 209]
article-body: [406, 173, 593, 350]
body-paragraph: কাশ্মীরের পেহেলগামে পর্যটকদের ওপর হামলার পর দুই দেশের সম্পর্ক নতুন করে উত্তপ্ত হয়ে উঠেছে। পাল্টাপাল্টি পদক্ষেপে সীমান্ত বাণিজ্য কার্যত বন্ধের উপক্রম হয়েছে। ভিসা বাতিল, কূটনীতিক প্রত্যাহারসহ একের পর এক কড়া সিদ্ধান্ত আসছে দুই দিক থেকেই।: [8, 1128, 195, 1199]
body-paragraph: তালিকাভুক্ত আরেক কোম্পানির তৃতীয় প্রান্তিকে ইপিএস হয়েছে ৬২ পয়সা; আগের বছর একই সময়ে যা ছিল ৪৫ পয়সা। প্রথম তিন প্রান্তিকে ইপিএস দাঁড়িয়েছে ১ টাকা ৮৫ পয়সায়। এনএভিপিএস হয়েছে ১৮ টাকা ০৫ পয়সা।: [804, 893, 991, 953]
continued-from-label: শেষ পৃষ্ঠার পর: [476, 400, 523, 411]
body-paragraph: বাজার মূলধন কমেছে প্রায় ৩ হাজার কোটি টাকা। সপ্তাহ শেষে ডিএসইর বাজার মূলধন দাঁড়িয়েছে ৬ লাখ ৬২ হাজার কোটি টাকায়। অন্যদিকে চট্টগ্রাম স্টক এক্সচেঞ্জের সার্বিক সূচক সিএএসপিআই কমেছে ১৩২ পয়েন্ট।: [605, 1315, 792, 1374]
article-body: [406, 648, 593, 766]
article: [406, 773, 593, 871]
article-body: [1003, 113, 1190, 160]
continued-from-label: শেষ পৃষ্ঠার পর: [675, 301, 722, 312]
header-right-block: [942, 14, 1192, 56]
continued-from-label: শেষ পৃষ্ঠার পর: [476, 903, 523, 914]
continued-from-label: তৃতীয় পৃষ্ঠার পর: [1069, 326, 1124, 337]
article-headline: নারীর সঙ্গে ছাত্রদল: [250, 601, 351, 617]
article: [605, 357, 792, 526]
body-paragraph: এদিকে নিয়ন্ত্রক সংস্থা বলছে, বাজার উন্নয়নে স্বল্প, মধ্য ও দীর্ঘমেয়াদি পরিকল্পনা বাস্তবায়ন শুরু হয়েছে। প্রাতিষ্ঠানিক বিনিয়োগ বাড়াতে ব্যাংক ও বিমা কোম্পানিগুলোর সঙ্গে ধারাবাহিক বৈঠক করা হচ্ছে বলে জানিয়েছেন সংস্থাটির এক শীর্ষ কর্মকর্তা।: [8, 495, 195, 566]
article-body: [8, 130, 195, 625]
body-paragraph: ৩১ মার্চ ২০২৫ শেষে কোম্পানি দুটির শেয়ার প্রতি নিট সম্পদমূল্য দাঁড়িয়েছে যথাক্রমে ১৬ টাকা ৪০ পয়সা ও ২২ টাকা ১০ পয়সায়। নিরীক্ষিত প্রতিবেদন প্রকাশের পর লভ্যাংশ সংক্রান্ত সিদ্ধান্ত জানানো হবে বলে জানিয়েছে কোম্পানি দুটি।: [1003, 1341, 1190, 1400]
body-paragraph: উঠতি অর্থনীতির দেশগুলোর মধ্যে দীর্ঘতম মন্দার অভিজ্ঞতা এখন বাংলাদেশের পুঁজিবাজারের। টানা চার বছরের বেশি সময় ধরে সূচক নিম্নমুখী; মাঝে মাঝে সাময়িক উত্থান হলেও তা স্থায়ী হয়নি। বাজার সংশ্লিষ্টরা বলছেন, আস্থার সংকট, তারল্য সংকট ও নীতির ধারাবাহিকতার অভাবে বিনিয়োগকারীরা বাজারবিমুখ হয়ে পড়েছেন। ফলে লেনদেন নেমে এসেছে কয়েক বছরের সর্বনিম্নে।: [8, 130, 195, 236]
body-paragraph: বাজার মূলধন কমেছে প্রায় ৩ হাজার কোটি টাকা। সপ্তাহ শেষে ডিএসইর বাজার মূলধন দাঁড়িয়েছে ৬ লাখ ৬২ হাজার কোটি টাকায়। অন্যদিকে চট্টগ্রাম স্টক এক্সচেঞ্জের সার্বিক সূচক সিএএসপিআই কমেছে ১৩২ পয়েন্ট।: [605, 914, 792, 973]
body-paragraph: ওষুধ খাতের কোম্পানিটির তৃতীয় প্রান্তিকে ইপিএস হয়েছে ২ টাকা ৩৫ পয়সা; আগের বছর একই সময়ে ছিল ২ টাকা ১০ পয়সা। নয় মাসে ইপিএস ৬ টাকা ৯০ পয়সা। ৩১ মার্চ শেষে এনএভিপিএস দাঁড়িয়েছে ৪৫ টাকা ২০ পয়সায়।: [804, 952, 991, 1012]
body-paragraph: এদিকে ইসলামাবাদ বলেছে, ভারতের একতরফা সিদ্ধান্তের জবাবে প্রয়োজনীয় পাল্টা ব্যবস্থা নেওয়া হবে। আকাশসীমা ব্যবহারে বিধিনিষেধসহ বিভিন্ন বিকল্প পর্যালোচনা করা হচ্ছে বলে জানিয়েছে দেশটির পররাষ্ট্র মন্ত্রণালয়।: [8, 1553, 195, 1612]
column-1: [8, 80, 195, 1833]
body-paragraph: সীমান্তের দুই পাশে সামরিক প্রস্তুতি বাড়ানোর খবরও আসছে। মহড়া, রসদ মজুত ও বাড়তি সেনা মোতায়েনের তথ্য দিচ্ছে স্থানীয় গণমাধ্যম। বেসামরিক ফ্লাইট চলাচলে বিকল্প রুট ব্যবহারের নির্দেশনা জারি করা হয়েছে উভয় দেশে।: [207, 479, 394, 539]
body-paragraph: আরেক কোম্পানির তৃতীয় প্রান্তিকে ইপিএস হয়েছে ৪৮ পয়সা; আগের বছর একই সময়ে ছিল ৬০ পয়সা। নয় মাসে ইপিএস ১ টাকা ৪২ পয়সা। শেয়ার প্রতি নিট সম্পদমূল্য দাঁড়িয়েছে ২০ টাকা ৬৫ পয়সায়।: [1003, 741, 1190, 800]
day-label: রোববার: [1134, 15, 1192, 35]
body-paragraph: আরেক কোম্পানির তৃতীয় প্রান্তিকে ইপিএস হয়েছে ৪৮ পয়সা; আগের বছর একই সময়ে ছিল ৬০ পয়সা। নয় মাসে ইপিএস ১ টাকা ৪২ পয়সা। শেয়ার প্রতি নিট সম্পদমূল্য দাঁড়িয়েছে ২০ টাকা ৬৫ পয়সায়।: [1003, 481, 1190, 540]
body-paragraph: জ্বালানি খাতের কোম্পানিটির ইপিএস তৃতীয় প্রান্তিকে দাঁড়িয়েছে ১ টাকা ১৫ পয়সায়; আগের বছর একই সময়ে ছিল ১ টাকা ৩২ পয়সা। নয় মাসে ইপিএস ৩ টাকা ৪৮ পয়সা। এনএভিপিএস হয়েছে ৩০ টাকা ৭৫ পয়সা।: [804, 1011, 991, 1071]
date-line: [1043, 42, 1192, 56]
body-paragraph: বাজার মূলধন কমেছে প্রায় ৩ হাজার কোটি টাকা। সপ্তাহ শেষে ডিএসইর বাজার মূলধন দাঁড়িয়েছে ৬ লাখ ৬২ হাজার কোটি টাকায়। অন্যদিকে চট্টগ্রাম স্টক এক্সচেঞ্জের সার্বিক সূচক সিএএসপিআই কমেছে ১৩২ পয়েন্ট।: [605, 1114, 792, 1173]
article-body: [406, 413, 593, 602]
date-separator-icon: ●: [1102, 44, 1108, 54]
body-paragraph: জ্বালানি খাতের কোম্পানিটির ইপিএস তৃতীয় প্রান্তিকে দাঁড়িয়েছে ১ টাকা ১৫ পয়সায়; আগের বছর একই সময়ে ছিল ১ টাকা ৩২ পয়সা। নয় মাসে ইপিএস ৩ টাকা ৪৮ পয়সা। এনএভিপিএস হয়েছে ৩০ টাকা ৭৫ পয়সা।: [804, 681, 991, 740]
article-headline: সাকিবকে আওয়ামী লীগে যোগ দিতে: [418, 365, 581, 398]
date-bengali-calendar: ২১ বৈশাখ ১৪৩২: [1112, 43, 1192, 55]
column-2: [207, 80, 394, 1833]
body-paragraph: সপ্তাহজুড়ে ডিএসইতে মোট লেনদেন হয়েছে ১ হাজার ৮৫০ কোটি টাকার শেয়ার, যা আগের সপ্তাহের চেয়ে ১২ শতাংশ কম। লেনদেন হওয়া প্রতিষ্ঠানের মধ্যে দর বেড়েছে ৯৮টির, কমেছে ২৬৪টির এবং অপরিবর্তিত ছিল ৩৪টির।: [605, 654, 792, 713]
body-paragraph: খাতটির তালিকাভুক্ত কোম্পানিগুলোর মধ্যে ১৫টির আর্থিক প্রতিবেদন পর্যালোচনায় দেখা গেছে, ৯টির মুনাফা বেড়েছে, ৫টির কমেছে এবং একটি লোকসানে রয়েছে। তৃতীয় প্রান্তিকের (জানুয়ারি-মার্চ'২৫) অনিরীক্ষিত প্রতিবেদনের ভিত্তিতে এ চিত্র পাওয়া গেছে।: [1003, 859, 1190, 930]
body-paragraph: নির্বাচনের আগে-পরে পরিস্থিতি ভিন্ন ছিল জানিয়ে বিশ্বসেরা এই অলরাউন্ডার বলেন, 'খেলার পাশাপাশি মানুষের পাশে দাঁড়ানোর সুযোগ খুঁজছিলাম। প্রস্তাব পেয়ে তাই আর না করিনি। এখন মনে হয়, সিদ্ধান্তটি আরও ভেবে নেওয়া উচিত ছিল।': [406, 483, 593, 554]
article-body: [207, 80, 394, 151]
continued-from-label: তৃতীয় পৃষ্ঠার পর: [1069, 210, 1124, 221]
article-headline: লভ্যাংশ বেড়েছে ৭ ব্যাংকের লভ্যাংশ: [28, 640, 175, 673]
body-paragraph: তালিকাভুক্ত আরেক কোম্পানির তৃতীয় প্রান্তিকে ইপিএস হয়েছে ৬২ পয়সা; আগের বছর একই সময়ে যা ছিল ৪৫ পয়সা। প্রথম তিন প্রান্তিকে ইপিএস দাঁড়িয়েছে ১ টাকা ৮৫ পয়সায়। এনএভিপিএস হয়েছে ১৮ টাকা ০৫ পয়সা।: [804, 233, 991, 292]
masthead-tagline: সত্য ও সুন্দরের প্রত্যাশায়: [32, 8, 112, 17]
body-paragraph: গত সপ্তাহে দেশের দুই পুঁজিবাজারেই সূচকের পতন হয়েছে। প্রধান সূচক ডিএসইএক্স কমেছে ৪৫ দশমিক ৬০ পয়েন্ট বা ০ দশমিক ৮৭ শতাংশ; সপ্তাহ শেষে সূচক দাঁড়িয়েছে ৫ হাজার ১৯৭ পয়েন্টে। শরীয়াহ সূচক ডিএসইএস কমেছে ১২ দশমিক ৪০ পয়েন্ট এবং ডিএস৩০ কমেছে ১৮ দশমিক ২৫ পয়েন্ট।: [605, 772, 792, 855]
article: [207, 593, 394, 691]
body-paragraph: হয়েছে। এখন থেকে সরাসরি কিংবা তৃতীয় দেশ হয়ে পাকিস্তান থেকে কোনো পণ্য ভারতে ঢুকতে পারবে না। ভারতীয় গণমাধ্যমের খবরে বলা হয়েছে, জাতীয় নিরাপত্তা ও জনস্বার্থ বিবেচনায় এ সিদ্ধান্ত নিয়েছে দিল্লি। একই সঙ্গে পাকিস্তানি জাহাজের জন্য ভারতীয় বন্দর ব্যবহারেও নিষেধাজ্ঞা আরোপ করা হয়েছে।: [8, 1329, 195, 1412]
continued-from-label: শেষ পৃষ্ঠার পর: [78, 117, 125, 127]
article-headline: নিজের বিভাগের উন্নতি না করে: [416, 616, 583, 632]
article: [8, 81, 195, 625]
body-paragraph: সমাবেশ ঘিরে সকাল থেকেই রাজধানীর বিভিন্ন প্রবেশমুখে নেতাকর্মীদের ঢল নামে। বিমানবন্দর, উত্তরা, যাত্রাবাড়ী ও গাবতলী থেকে মিছিল নিয়ে আসেন হাজারো কর্মী-সমর্থক। নিরাপত্তায় মোতায়েন ছিল আইনশৃঙ্খলা বাহিনীর বাড়তি সদস্য।: [207, 866, 394, 937]
article-body: [8, 688, 195, 983]
article-body: [605, 80, 792, 269]
body-paragraph: মুনাফায় ফিরেছে খাতটির আরও দুটি কোম্পানি। তৃতীয় প্রান্তিকে (জানুয়ারি-মার্চ'২৫) একটির ইপিএস হয়েছে ৩৫ পয়সা, অন্যটির ২৮ পয়সা। আগের বছর একই সময়ে কোম্পানি দুটি লোকসানে ছিল।: [1003, 1282, 1190, 1341]
continued-from-label: শেষ পৃষ্ঠার পর: [277, 724, 324, 735]
body-paragraph: লেনদেনের শীর্ষে ছিল ব্যাংক খাত। সপ্তাহজুড়ে খাতটিতে মোট লেনদেন হয়েছে ৪২০ কোটি টাকা, যা মোট লেনদেনের ২২ দশমিক ৪০ শতাংশ।: [605, 314, 792, 350]
body-paragraph: মুনাফায় ফিরেছে খাতটির আরও দুটি কোম্পানি। তৃতীয় প্রান্তিকে (জানুয়ারি-মার্চ'২৫) একটির ইপিএস হয়েছে ৩৫ পয়সা, অন্যটির ২৮ পয়সা। আগের বছর একই সময়ে কোম্পানি দুটি লোকসানে ছিল।: [1003, 1164, 1190, 1223]
body-paragraph: মুক্তি পেতে হলে জাতীয় ঐক্যের বিকল্প নেই বলে মন্তব্য করেছেন দলটির আমির। রাজধানীতে আয়োজিত এক সমাবেশে তিনি বলেন, 'স্বাধীনতা-সার্বভৌমত্ব রক্ষায় প্রয়োজনে আবারও রক্ত দেব; তবু কারও আধিপত্য মেনে নেব না।': [207, 996, 394, 1055]
body-paragraph: তৃতীয় প্রান্তিকে কোম্পানিটির শেয়ার প্রতি আয় (ইপিএস) হয়েছে ১ টাকা ৯২ পয়সা; আগের বছর একই সময়ে যা ছিল ১ টাকা ৫৫ পয়সা। প্রথম তিন প্রান্তিকে (জুলাই'২৪-মার্চ'২৫) ইপিএস দাঁড়িয়েছে ৫ টাকা ৪০ পয়সায়। ৩১ মার্চ শেষে এনএভিপিএস হয়েছে ৩২ টাকা ১০ পয়সা।: [1003, 929, 1190, 1000]
body-paragraph: কূটনৈতিক সূত্রগুলো বলছে, পর্দার আড়ালে তৃতীয় পক্ষের মধ্যস্থতার চেষ্টাও চলছে। আলোচনা ফলপ্রসূ হলে চলতি সপ্তাহেই উত্তেজনা প্রশমনের ঘোষণা আসতে পারে বলে আশা করা হচ্ছে।: [207, 538, 394, 586]
